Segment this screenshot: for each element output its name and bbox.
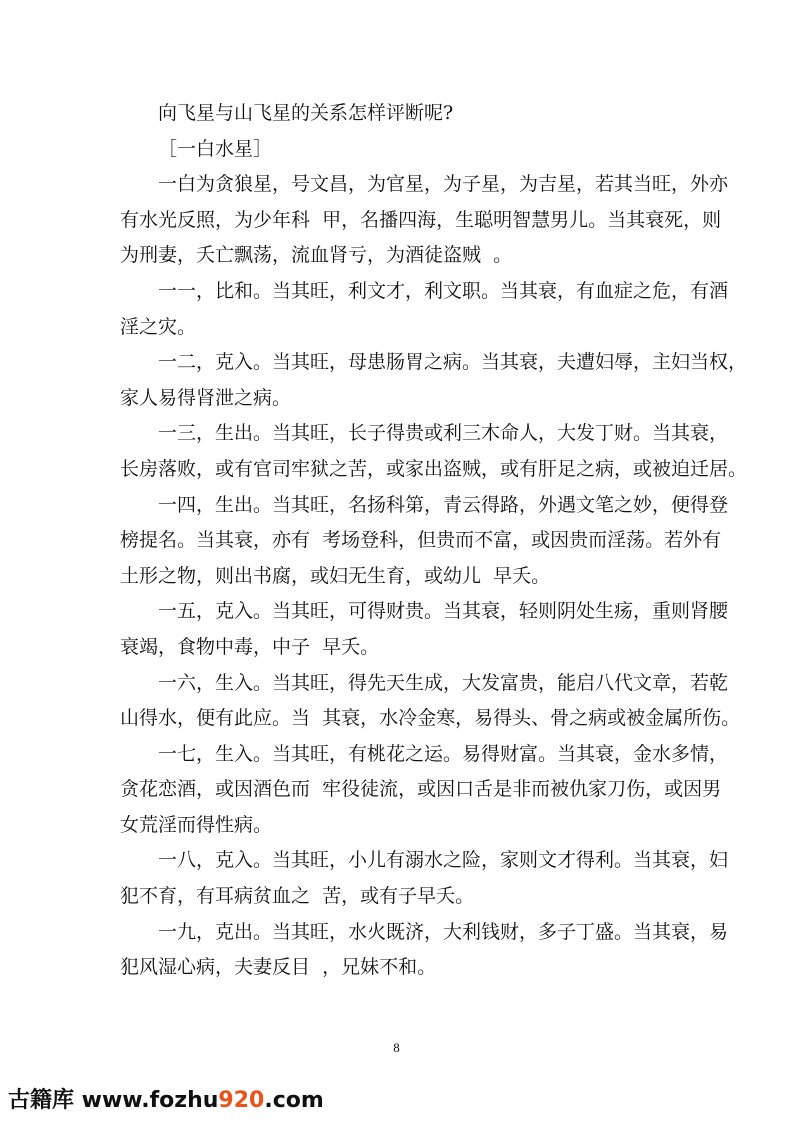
text-line: 一六，生入。当其旺，得先天生成，大发富贵，能启八代文章，若乾 [158,671,729,694]
text-line: 犯风湿心病，夫妻反目 ，兄妹不和。 [120,956,437,979]
text-line: 土形之物，则出书腐，或妇无生育，或幼儿 早夭。 [120,564,551,587]
text-line: 一一，比和。当其旺，利文才，利文职。当其衰，有血症之危，有酒 [158,279,729,302]
text-line: 山得水，便有此应。当 其衰，水冷金寒，易得头、骨之病或被金属所伤。 [120,707,741,730]
section-heading: ［一白水星］ [158,137,273,160]
text-line: 向飞星与山飞星的关系怎样评断呢? [158,102,454,124]
watermark-suffix: .com [264,1088,324,1113]
text-line: 一八，克入。当其旺，小儿有溺水之险，家则文才得利。当其衰，妇 [158,849,729,872]
text-line: 一四，生出。当其旺，名扬科第，青云得路，外遇文笔之妙，便得登 [158,493,729,516]
document-body [120,96,748,986]
page-number: 8 [393,1040,400,1055]
text-line: 一七，生入。当其旺，有桃花之运。易得财富。当其衰，金水多情， [158,742,729,765]
text-line: 女荒淫而得性病。 [120,813,273,836]
watermark-highlight: 920 [218,1088,265,1113]
text-line: 一五，克入。当其旺，可得财贵。当其衰，轻则阴处生疡，重则肾腰 [158,600,729,623]
text-line: 一三，生出。当其旺，长子得贵或利三木命人，大发丁财。当其衰， [158,422,729,445]
text-line: 一二，克入。当其旺，母患肠胃之病。当其衰，夫遭妇辱，主妇当权， [158,351,748,374]
text-line: 长房落败，或有官司牢狱之苦，或家出盗贼，或有肝足之病，或被迫迁居。 [120,457,748,480]
text-line: 家人易得肾泄之病。 [120,386,292,409]
text-line: 贪花恋酒，或因酒色而 牢役徒流，或因口舌是非而被仇家刀伤，或因男 [120,778,722,801]
text-line: 一白为贪狼星，号文昌，为官星，为子星，为吉星，若其当旺，外亦 [158,173,729,196]
text-line: 犯不育，有耳病贫血之 苦，或有子早夭。 [120,885,475,908]
text-line: 有水光反照，为少年科 甲，名播四海，生聪明智慧男儿。当其衰死，则 [120,208,722,231]
text-line: 一九，克出。当其旺，水火既济，大利钱财，多子丁盛。当其衰，易 [158,920,729,943]
text-line: 淫之灾。 [120,315,197,338]
watermark-prefix: 古籍库 www.fozhu [8,1088,219,1113]
text-line: 衰竭，食物中毒，中子 早夭。 [120,635,380,658]
site-watermark [8,1087,324,1115]
text-line: 榜提名。当其衰，亦有 考场登科，但贵而不富，或因贵而淫荡。若外有 [120,529,722,552]
text-line: 为刑妻，夭亡飘荡，流血肾亏，为酒徒盗贼 。 [120,244,513,267]
